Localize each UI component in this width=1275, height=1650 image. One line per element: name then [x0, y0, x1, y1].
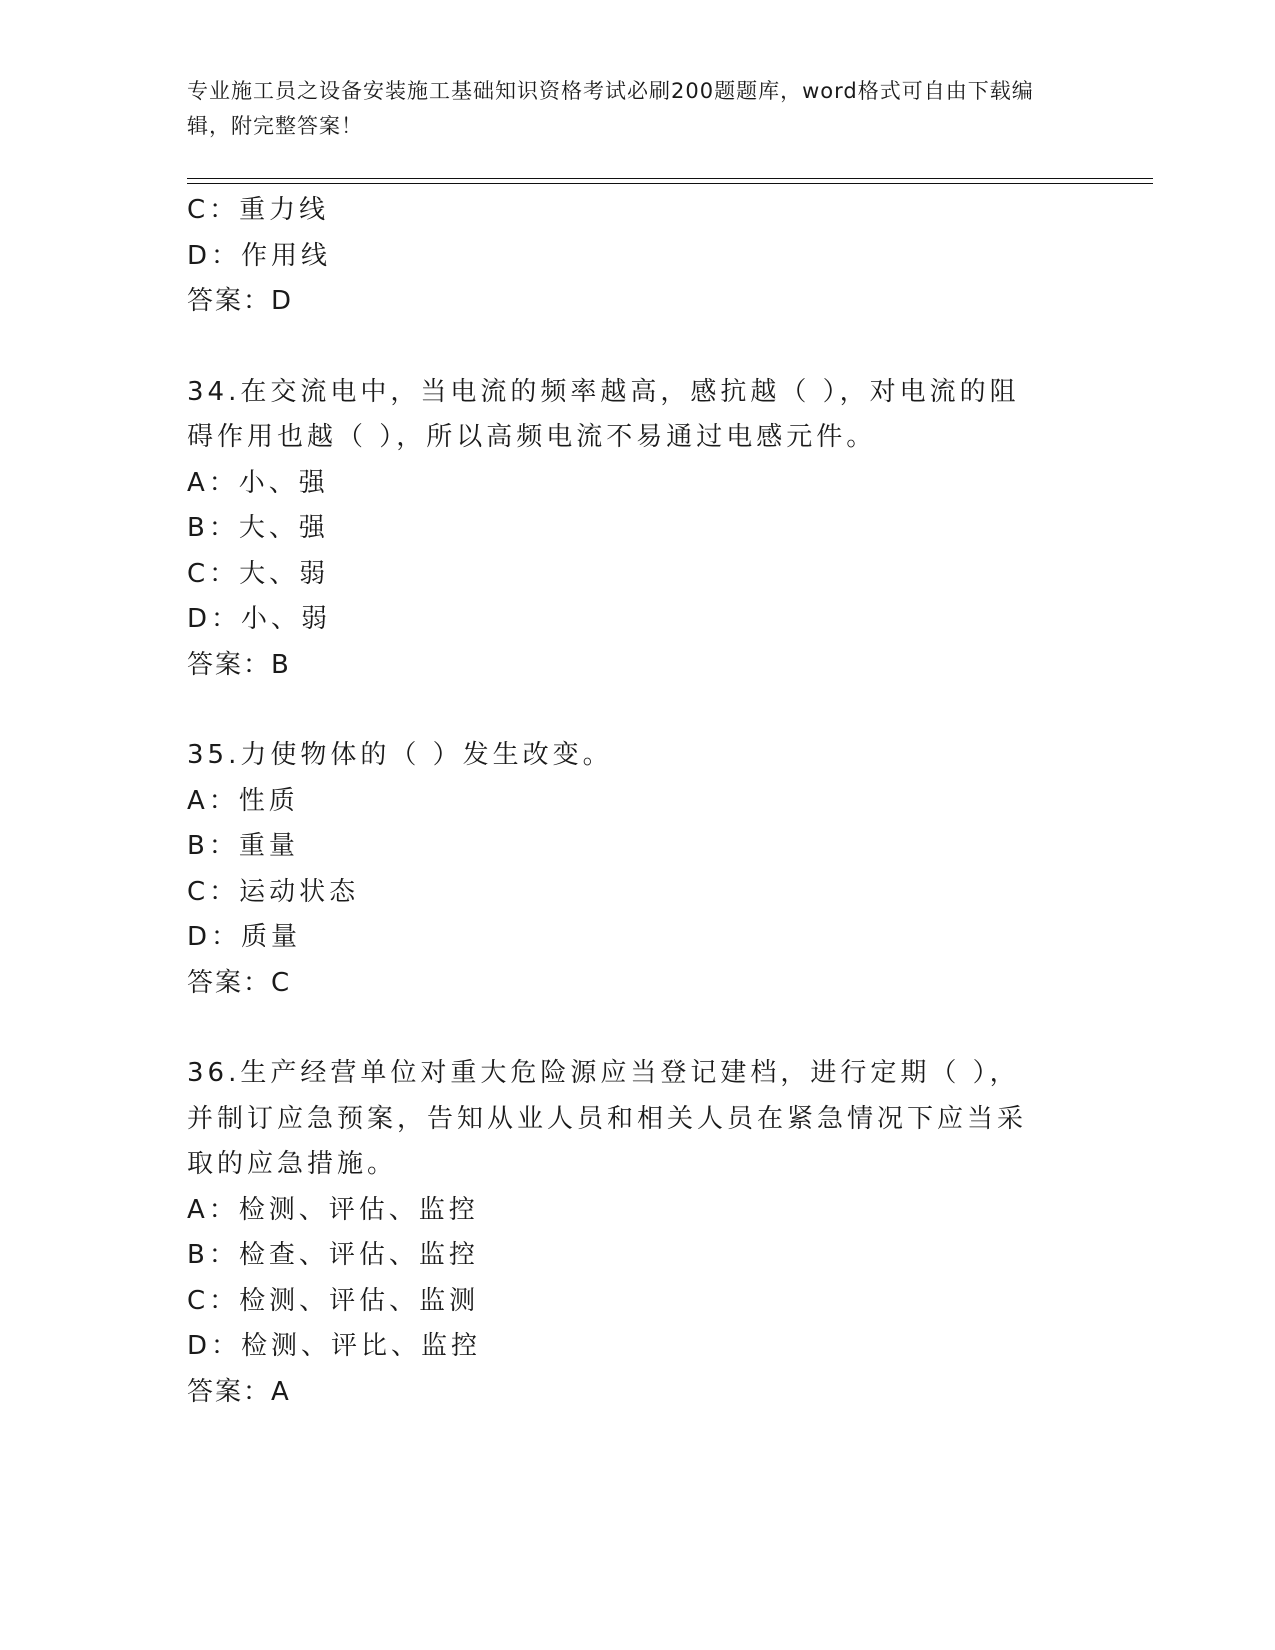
option-b: B：检查、评估、监控 — [187, 1240, 479, 1270]
option-c: C：大、弱 — [187, 558, 330, 589]
question-33-continued — [187, 188, 1067, 325]
document-header-title: 专业施工员之设备安装施工基础知识资格考试必刷200题题库，word格式可自由下载编辑，附完整答案！ — [187, 79, 1034, 138]
question-34 — [187, 370, 1067, 689]
option-c: C：运动状态 — [187, 876, 360, 907]
answer-line: 答案：C — [187, 967, 292, 998]
question-stem: 36.生产经营单位对重大危险源应当登记建档，进行定期（ ），并制订应急预案，告知从业人员和相关人员在紧急情况下应当采取的应急措施。 — [187, 1058, 1028, 1179]
header-divider-top — [187, 178, 1153, 179]
question-36 — [187, 1051, 1067, 1415]
option-c: C：检测、评估、监测 — [187, 1285, 480, 1316]
option-d: D：质量 — [187, 922, 302, 952]
answer-line: 答案：A — [187, 1376, 291, 1407]
option-b: B：大、强 — [187, 513, 329, 543]
option-d: D：小、弱 — [187, 604, 332, 634]
header-divider-bottom — [187, 183, 1153, 184]
option-a: A：检测、评估、监控 — [187, 1194, 479, 1225]
question-stem: 34.在交流电中，当电流的频率越高，感抗越（ ），对电流的阻碍作用也越（ ），所以高频电流不易通过电感元件。 — [187, 376, 1020, 452]
question-list — [187, 188, 1067, 1415]
answer-line: 答案：B — [187, 649, 291, 680]
answer-line: 答案：D — [187, 286, 294, 316]
question-stem: 35.力使物体的（ ）发生改变。 — [187, 740, 613, 770]
option-c: C：重力线 — [187, 195, 330, 225]
option-d: D：作用线 — [187, 240, 332, 271]
option-a: A：性质 — [187, 785, 299, 816]
option-d: D：检测、评比、监控 — [187, 1331, 482, 1361]
question-35 — [187, 733, 1067, 1006]
option-a: A：小、强 — [187, 467, 329, 498]
option-b: B：重量 — [187, 831, 299, 861]
